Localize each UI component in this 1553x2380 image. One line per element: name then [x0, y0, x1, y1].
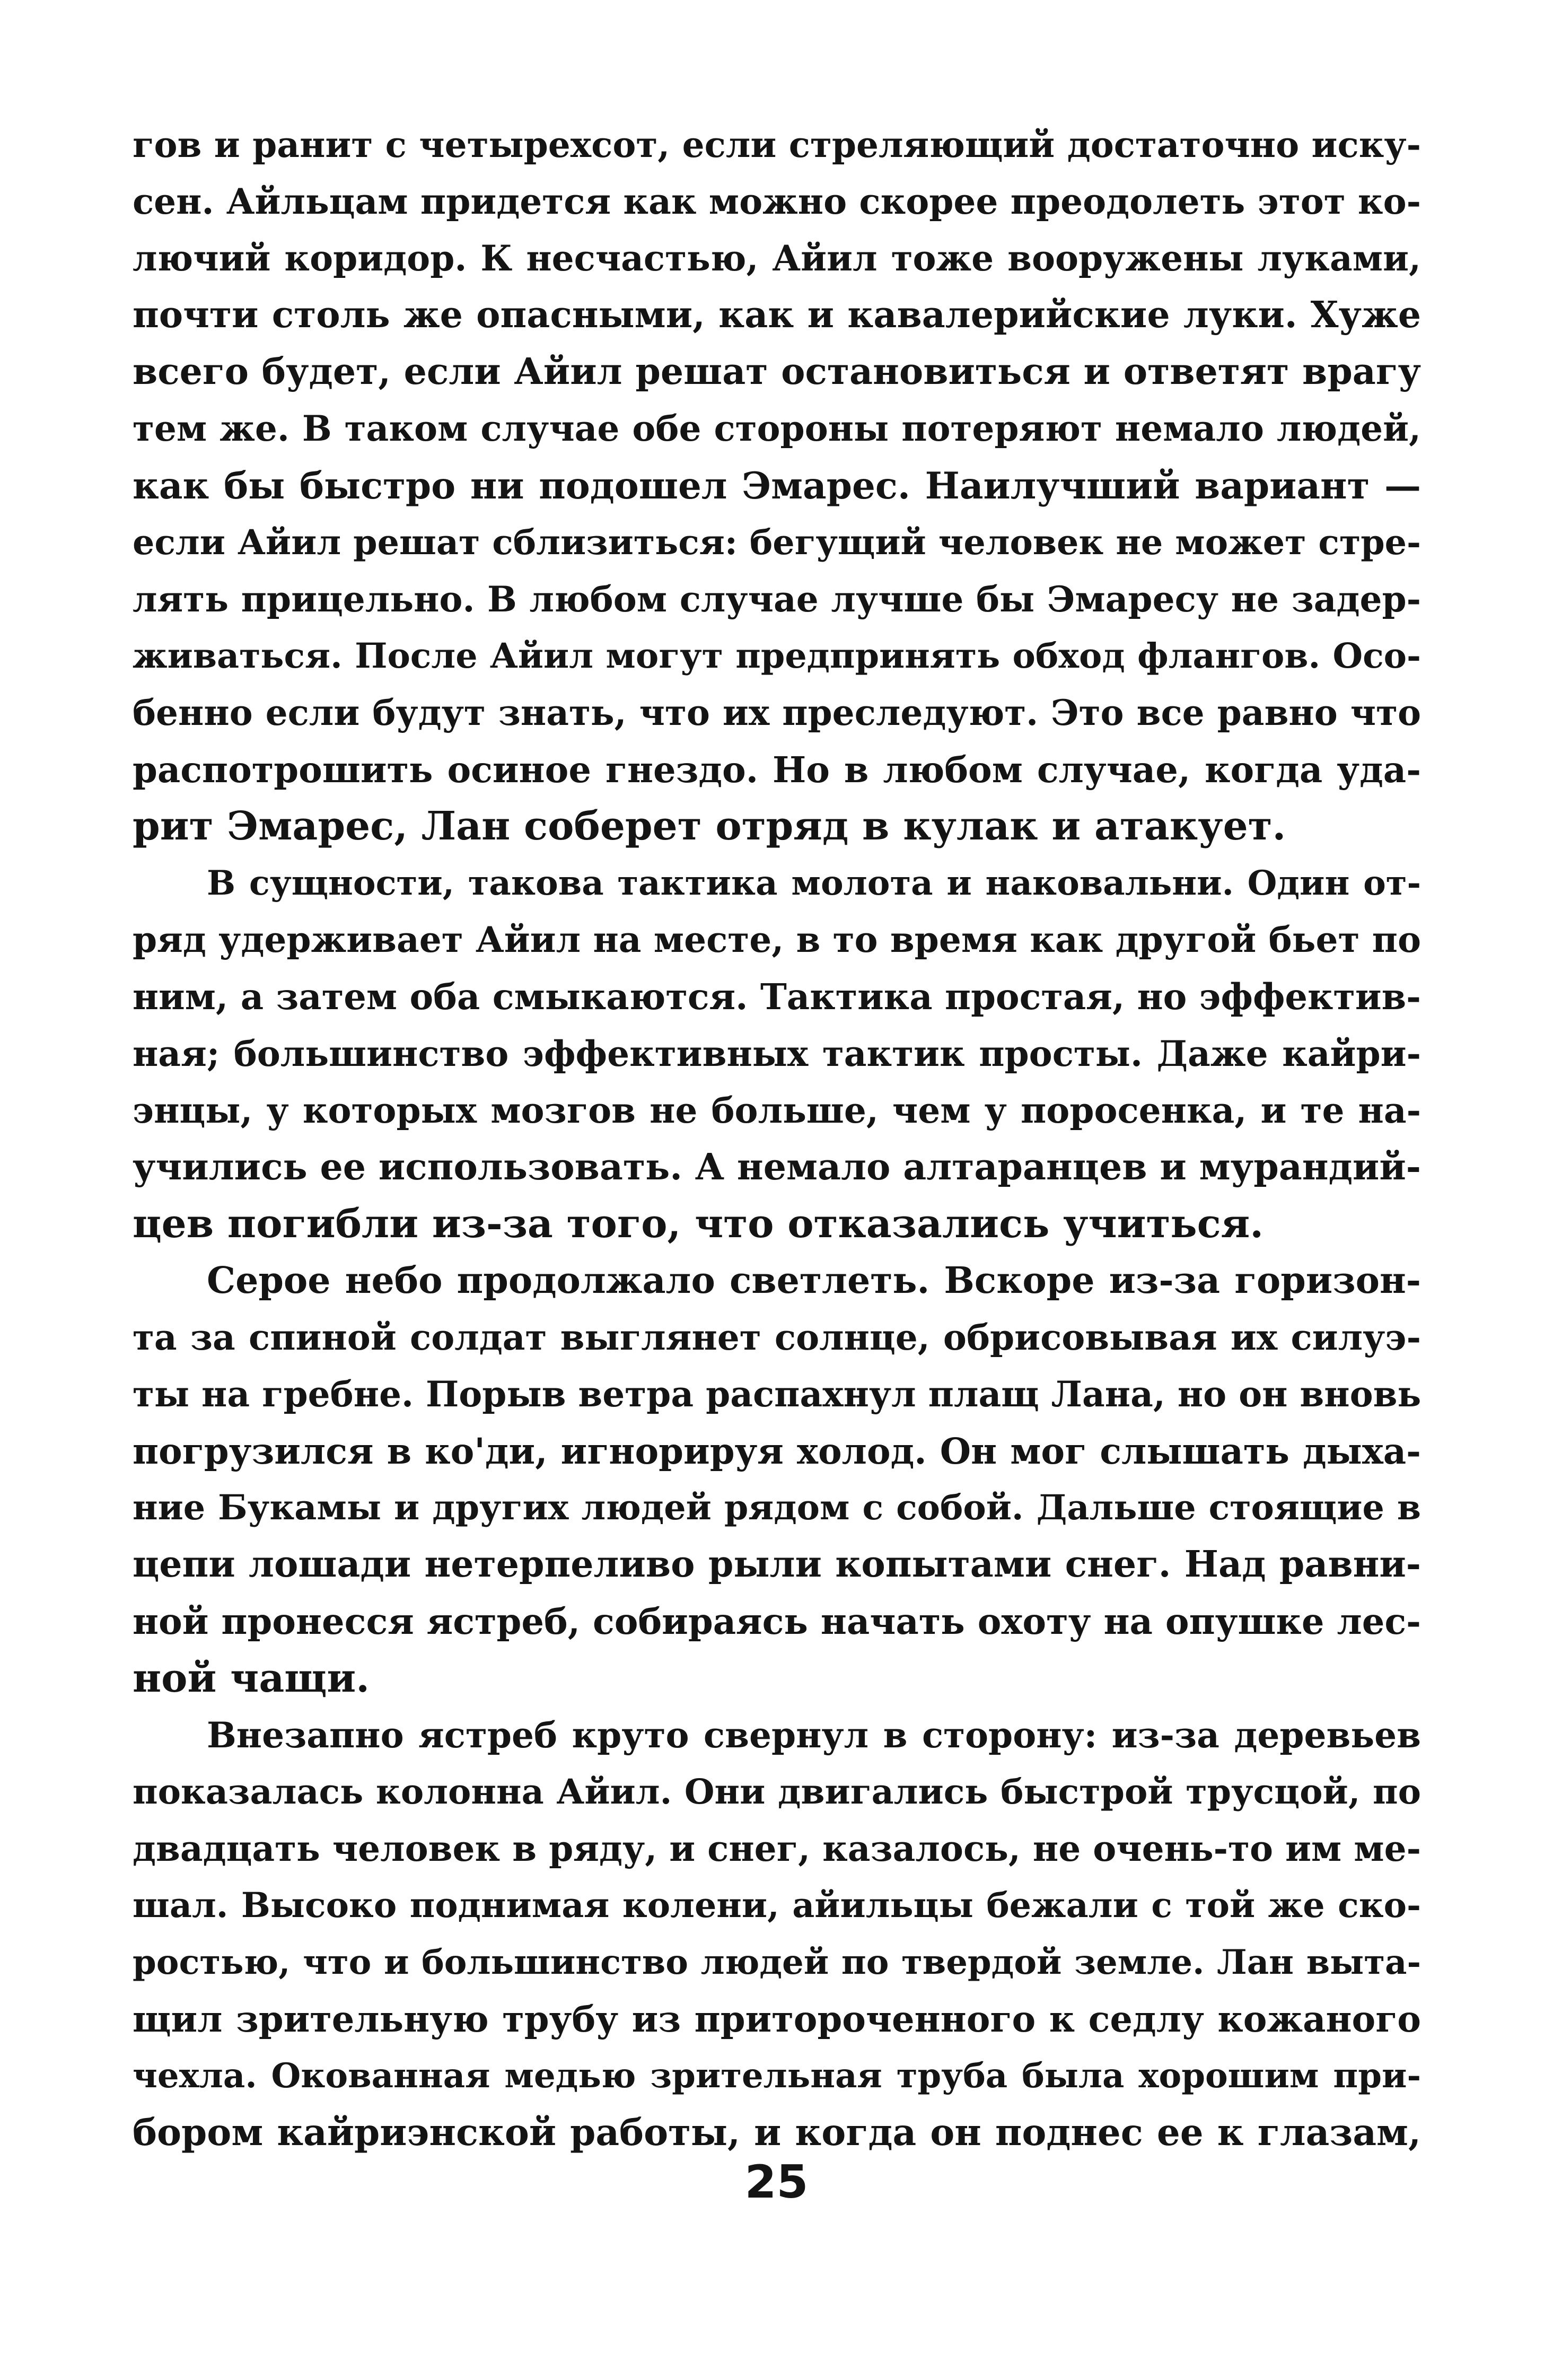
text-line: щил зрительную трубу из приторoченного к седлу кожаного [133, 1998, 1421, 2041]
text-line: та за спиной солдат выглянет солнце, обрисовывая их силуэ- [133, 1316, 1421, 1358]
text-line: показалась колонна Айил. Они двигались быстрой трусцой, по [133, 1771, 1421, 1812]
text-line: сен. Айльцам придется как можно скорее преодолеть этот ко- [133, 181, 1421, 223]
text-line: гов и ранит с четырехсот, если стреляющий достаточно иску- [133, 124, 1421, 165]
text-line: учились ее использовать. А немало алтаранцев и мурандий- [133, 1145, 1421, 1188]
text-line: Серое небо продолжало светлеть. Вскоре из-за горизон- [207, 1259, 1421, 1302]
text-line: почти столь же опасными, как и кавалерийские луки. Хуже [133, 294, 1421, 337]
text-line: ние Букамы и других людей рядом с собой. Дальше стоящие в [133, 1488, 1421, 1528]
text-line: рит Эмарес, Лан соберет отряд в кулак и атакует. [133, 803, 1286, 850]
page-number: 25 [744, 2156, 809, 2209]
text-line: лючий коридор. К несчастью, Айил тоже вооружены луками, [133, 238, 1421, 279]
text-line: как бы быстро ни подошел Эмарес. Наилучший вариант — [133, 464, 1421, 508]
text-line: бенно если будут знать, что их преследуют. Это все равно что [133, 692, 1421, 733]
text-line: ты на гребне. Порыв ветра распахнул плащ Лана, но он вновь [133, 1373, 1422, 1415]
text-line: живаться. После Айил могут предпринять обход флангов. Осо- [133, 635, 1421, 676]
text-line: бором кайриэнской работы, и когда он поднес ее к глазам, [133, 2111, 1421, 2155]
text-line: ной чащи. [133, 1655, 370, 1701]
body-text [133, 117, 1421, 2161]
text-line: двадцать человек в ряду, и снег, казалось, не очень-то им ме- [133, 1827, 1421, 1869]
text-line: ростью, что и большинство людей по твердой земле. Лан выта- [133, 1942, 1421, 1982]
text-line: всего будет, если Айил решат остановиться и ответят врагу [133, 351, 1421, 393]
text-line: лять прицельно. В любом случае лучше бы Эмаресу не задер- [133, 578, 1421, 620]
text-line: если Айил решат сблизиться: бегущий человек не может стре- [133, 522, 1421, 563]
text-line: цев погибли из-за того, что отказались учиться. [133, 1201, 1264, 1247]
text-line: цепи лошади нетерпеливо рыли копытами снег. Над равни- [133, 1543, 1421, 1586]
text-line: чехла. Окованная медью зрительная труба была хорошим при- [133, 2056, 1421, 2096]
text-line: ной пронесся ястреб, собираясь начать охоту на опушке лес- [133, 1600, 1421, 1643]
text-line: энцы, у которых мозгов не больше, чем у поросенка, и те на- [133, 1089, 1421, 1131]
text-line: В сущности, такова тактика молота и наковальни. Один от- [207, 863, 1421, 904]
text-line: ряд удерживает Айил на месте, в то время как другой бьет по [133, 919, 1421, 961]
text-line: распотрошить осиное гнездо. Но в любом случае, когда уда- [133, 749, 1421, 791]
text-line: ная; большинство эффективных тактик просты. Даже кайри- [133, 1032, 1421, 1074]
text-line: тем же. В таком случае обе стороны потеряют немало людей, [133, 408, 1421, 450]
text-line: шал. Высоко поднимая колени, айильцы бежали с той же ско- [133, 1885, 1421, 1926]
text-line: погрузился в ко'ди, игнорируя холод. Он мог слышать дыха- [133, 1430, 1421, 1473]
text-line: ним, а затем оба смыкаются. Тактика простая, но эффектив- [133, 976, 1421, 1018]
text-line: Внезапно ястреб круто свернул в сторону: из-за деревьев [207, 1714, 1421, 1756]
